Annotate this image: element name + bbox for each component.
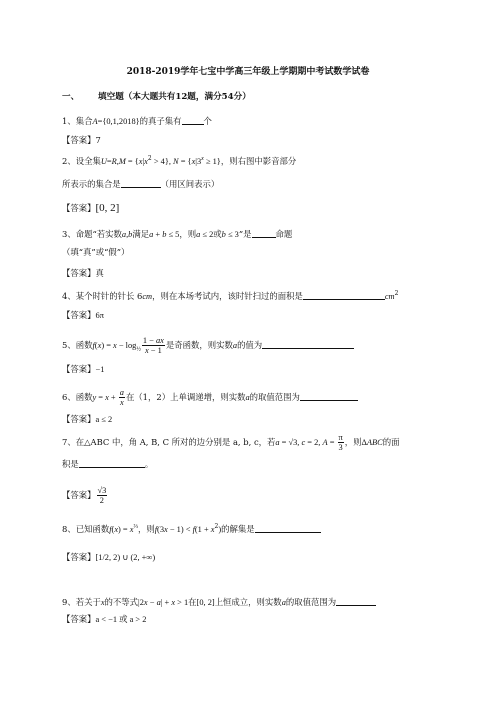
answer-9-value: a < −1 或 a > 2	[95, 615, 147, 624]
question-6: 6、函数y = x + $\frac{a}{x}$ 在（1，2）上单调递增，则实数a的取值范围为	[62, 386, 358, 408]
answer-blank	[336, 596, 376, 606]
answer-1-value: 7	[95, 135, 101, 145]
question-3: 3、命题“若实数a,b满足a + b ≤ 5，则a ≤ 2或b ≤ 3”是 命题	[62, 229, 293, 239]
answer-4-value: 6π	[95, 311, 104, 320]
answer-blank	[262, 339, 354, 349]
fraction: $\frac{1 - ax}{x - 1}$	[142, 336, 164, 355]
answer-8-value: [1/2, 2) ∪ (2, +∞)	[95, 553, 156, 562]
question-9: 9、若关于x的不等式|2x − a| + x > 1在[0, 2]上恒成立，则实数a的取值范围为	[62, 596, 376, 608]
question-7-line2: 积是 。	[62, 459, 154, 469]
fraction: $\frac{a}{x}$	[119, 388, 124, 407]
exam-title: 2018-2019学年七宝中学高三年级上学期期中考试数学试卷	[126, 67, 370, 77]
question-8: 8、已知函数$f(x) = x^{\frac{2}{3}}$，则$f(3x - 1) < f(1 + x^2)$的解集是	[62, 519, 321, 539]
section-heading	[62, 90, 251, 102]
fraction: $\frac{\pi}{3}$	[338, 433, 343, 452]
section-label: 填空题（本大题共有12题，满分54分）	[98, 92, 251, 102]
answer-5: 【答案】−1	[62, 364, 105, 374]
answer-2-value: [0, 2]	[95, 202, 120, 214]
question-7: 7、在△ABC 中，角 A, B, C 所对的边分别是 a, b, c，若a = √3, c = 2, A = $\frac{\pi}{3}$ ，则ΔABC的面	[62, 433, 400, 452]
answer-8: 【答案】[1/2, 2) ∪ (2, +∞)	[62, 552, 156, 562]
answer-7: 【答案】 $\frac{√3}{2}$	[62, 486, 107, 505]
answer-blank	[182, 115, 204, 125]
answer-blank	[303, 290, 385, 300]
answer-1: 【答案】7	[62, 135, 101, 145]
section-number: 一、	[62, 92, 80, 102]
answer-blank	[252, 228, 276, 238]
question-1: 1、集合A={0,1,2018}的真子集有 个	[62, 116, 212, 126]
question-2-line2: 所表示的集合是 （用区间表示）	[62, 179, 220, 189]
answer-blank	[300, 391, 358, 401]
answer-6-value: a ≤ 2	[95, 415, 113, 424]
answer-blank	[255, 523, 321, 533]
answer-blank	[121, 178, 161, 188]
answer-blank	[79, 458, 145, 468]
question-2: 2、设全集$U=R,M = \{x|x^2 > 4\}$, $N = \{x|3^x \ge 1\}$，则右图中影音部分	[62, 155, 297, 166]
question-3-line2: （填“真”或“假”）	[62, 247, 130, 257]
answer-6: 【答案】a ≤ 2	[62, 414, 113, 424]
answer-3: 【答案】真	[62, 268, 104, 278]
question-4: 4、某个时针的针长 6cm，则在本场考试内，该时针扫过的面积是 $cm^2$	[62, 290, 399, 301]
answer-3-value: 真	[95, 268, 104, 278]
answer-5-value: −1	[95, 365, 105, 374]
answer-4: 【答案】6π	[62, 310, 104, 320]
answer-7-value: $\frac{√3}{2}$	[97, 486, 107, 505]
answer-2: 【答案】[0, 2]	[62, 202, 120, 214]
answer-9: 【答案】a < −1 或 a > 2	[62, 614, 147, 624]
question-5: 5、函数$f(x) = x - \log_{\frac{1}{2}}$ $\frac{1 - ax}{x - 1}$ 是奇函数，则实数a的值为	[62, 333, 354, 357]
